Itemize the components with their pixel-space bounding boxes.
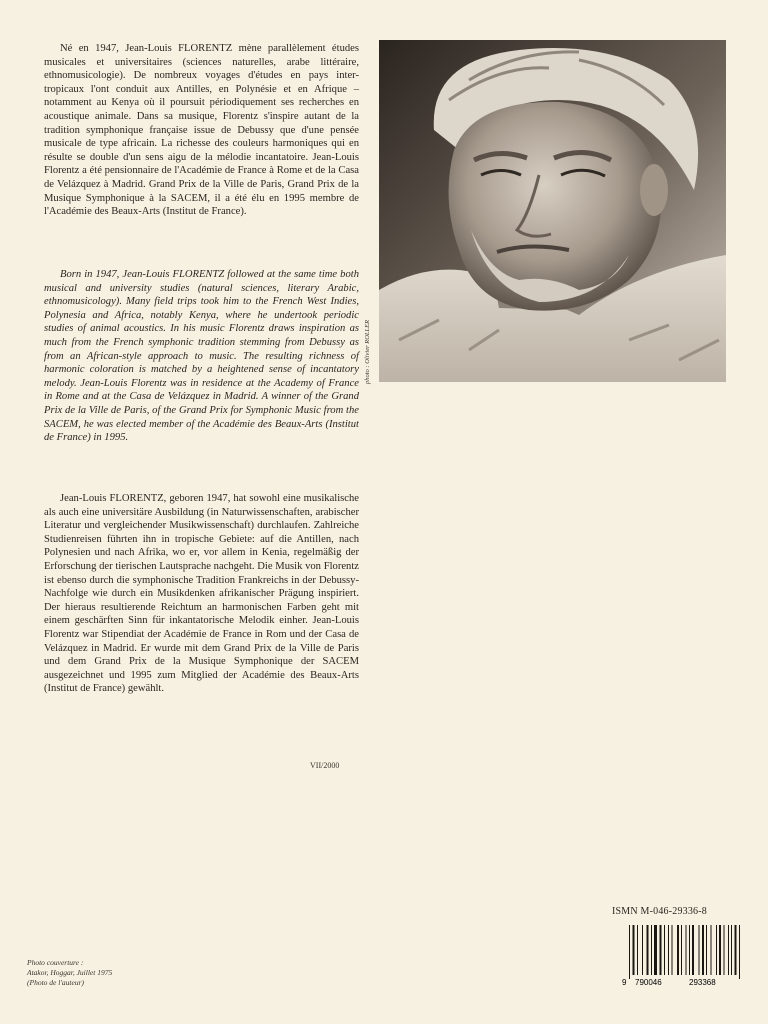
barcode-bar [677,925,679,975]
barcode-bar [664,925,665,975]
barcode-bar [660,925,662,975]
cover-caption-line: (Photo de l'auteur) [27,978,85,987]
barcode-bar [654,925,657,975]
cover-caption-line: Atakor, Hoggar, Juillet 1975 [27,968,113,977]
barcode-bar [728,925,729,975]
barcode-bar [702,925,704,975]
barcode-bar [692,925,694,975]
barcode-bar [637,925,638,975]
ismn-number: ISMN M-046-29336-8 [612,906,707,917]
barcode-bar [731,925,732,975]
portrait-illustration-icon [379,40,726,382]
barcode-bar [672,925,673,975]
barcode-digits-right: 293368 [689,978,716,987]
cover-caption-line: Photo couverture : [27,958,84,967]
barcode-bar [739,925,740,979]
barcode-digits-left: 790046 [635,978,662,987]
barcode-bar [651,925,652,975]
barcode [621,925,745,987]
barcode-bar [711,925,712,975]
barcode-bar [716,925,717,975]
cover-photo-caption [27,958,112,988]
biography-french: Né en 1947, Jean-Louis FLORENTZ mène parallèlement études musicales et universitaires (sciences naturelles, arabe littéraire, ethnomusicologie). De nombreux voyages d'études en pays inter-tropicaux l'ont conduit aux Antilles, en Polynésie et en Afrique – notamment au Kenya où il poursuit périodiquement ses recherches en acoustique animale. Dans sa musique, Florentz s'inspire autant de la tradition symphonique française issue de Debussy que d'une pensée musicale de type africain. La richesse des couleurs harmoniques qui en résulte se double d'un sens aigu de la mélodie incantatoire. Jean-Louis Florentz a été pensionnaire de l'Académie de France à Rome et de la Casa de Velázquez à Madrid. Grand Prix de la Ville de Paris, Grand Prix de la Musique Symphonique à la SACEM, il a été élu en 1995 membre de l'Académie des Beaux-Arts (Institut de France). [44,43,359,218]
composer-portrait-photo [379,40,726,382]
biography-english: Born in 1947, Jean-Louis FLORENTZ followed at the same time both musical and university studies (natural sciences, literary Arabic, ethnomusicology). Many field trips took him to the French West Indies, Polynesia and Africa, notably Kenya, where he undertook periodic studies of animal acoustics. In his music Florentz draws inspiration as much from the French symphonic tradition stemming from Debussy as from an African-style approach to music. The resulting richness of harmonic coloration is matched by a heightened sense of incantatory melody. Jean-Louis Florentz was in residence at the Academy of France in Rome and at the Casa de Velázquez in Madrid. A winner of the Grand Prix de la Ville de Paris, of the Grand Prix for Symphonic Music from the SACEM, he was elected member of the Académie des Beaux-Arts (Institut de France) in 1995. [44,269,359,444]
photo-credit: photo : Olivier ROLLER [364,319,371,384]
barcode-bar [642,925,643,975]
barcode-bar [735,925,737,975]
barcode-bar [629,925,630,979]
biography-german: Jean-Louis FLORENTZ, geboren 1947, hat sowohl eine musikalische als auch eine universitäre Ausbildung (in Naturwissenschaften, arabischer Literatur und vergleichender Musikwissenschaft) durchlaufen. Zahlreiche Studienreisen führten ihn in tropische Gebiete: auf die Antillen, nach Polynesien und nach Afrika, wo er, vor allem in Kenia, regelmäßig der Erforschung der tierischen Lautsprache nachgeht. Die Musik von Florentz ist ebenso durch die symphonische Tradition Frankreichs in der Debussy-Nachfolge wie durch ein Musikdenken afrikanischer Prägung inspiriert. Der hieraus resultierende Reichtum an harmonischen Farben geht mit einem geschärften Sinn für inkantatorische Melodik einher. Jean-Louis Florentz war Stipendiat der Académie de France in Rom und der Casa de Velázquez in Madrid. Er wurde mit dem Grand Prix de la Ville de Paris und dem Grand Prix de la Musique Symphonique der SACEM ausgezeichnet und 1995 zum Mitglied der Académie des Beaux-Arts (Institut de France) gewählt. [44,493,359,695]
barcode-bar [686,925,687,975]
barcode-bar [719,925,721,975]
barcode-bar [706,925,707,975]
barcode-bar [633,925,635,975]
barcode-bar [681,925,682,975]
barcode-bar [689,925,690,975]
version-date: VII/2000 [310,761,340,770]
barcode-bars [629,925,740,979]
barcode-bar [647,925,649,975]
barcode-digit-first: 9 [622,978,627,987]
barcode-bar [699,925,700,975]
barcode-bar [668,925,669,975]
barcode-bar [724,925,725,975]
